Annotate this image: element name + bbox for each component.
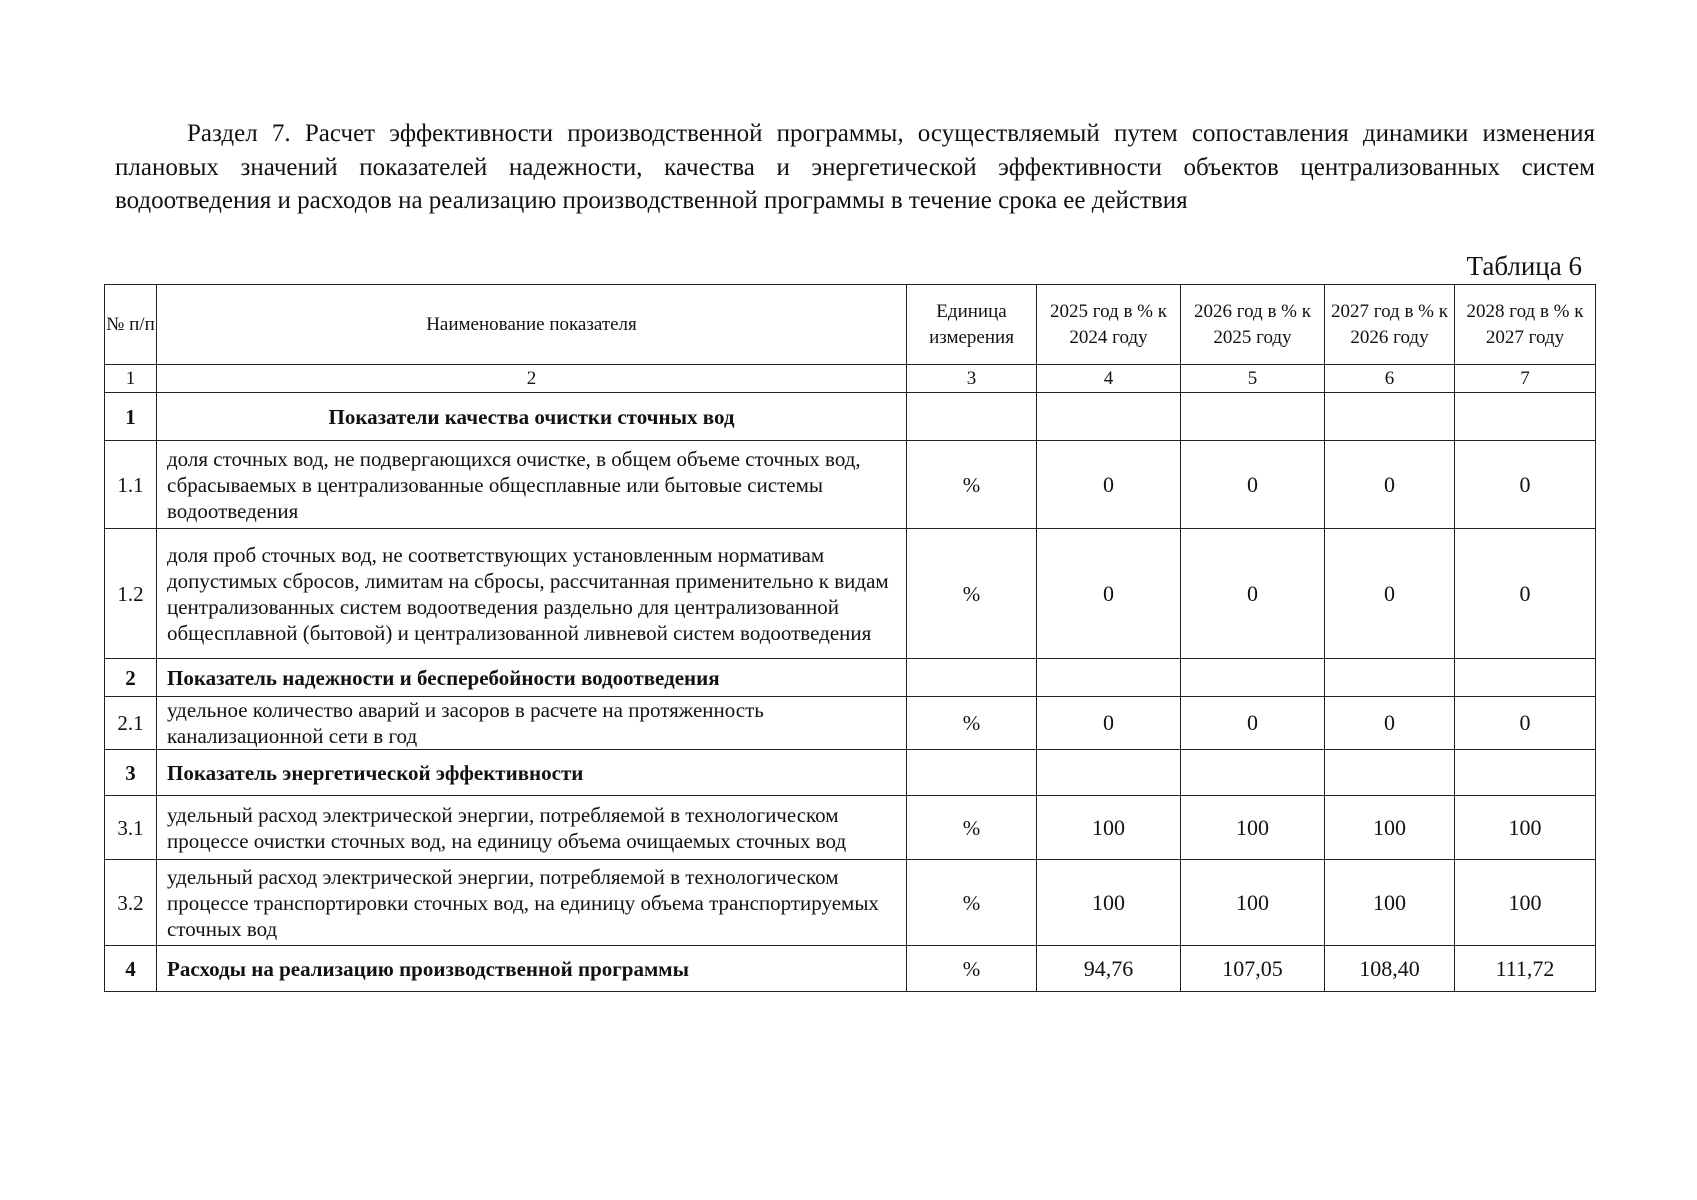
section-title: Раздел 7. Расчет эффективности производственной программы, осуществляемый путем сопоставления динамики изменения плановых значений показателей надежности, качества и энергетической эффективности объектов централизованных систем водоотведения и расходов на реализацию производственной программы в течение срока ее действия [115, 120, 1595, 214]
row-value-2028: 100 [1455, 860, 1596, 946]
row-unit: % [907, 796, 1037, 860]
table-row-section [105, 750, 1596, 796]
row-value-2027: 0 [1325, 529, 1455, 659]
row-unit: % [907, 697, 1037, 750]
header-name: Наименование показателя [157, 285, 907, 365]
row-value-2027: 100 [1325, 860, 1455, 946]
header-2028: 2028 год в % к 2027 году [1455, 285, 1596, 365]
row-value-2026: 107,05 [1181, 946, 1325, 992]
row-value-2026: 0 [1181, 441, 1325, 529]
row-value-2027: 0 [1325, 697, 1455, 750]
table-header-row [105, 285, 1596, 365]
row-name: доля проб сточных вод, не соответствующих установленным нормативам допустимых сбросов, лимитам на сбросы, рассчитанная применительно к видам централизованных систем водоотведения раздельно для централизованной общесплавной (бытовой) и централизованной ливневой систем водоотведения [157, 529, 907, 659]
table-row-section [105, 393, 1596, 441]
row-unit: % [907, 860, 1037, 946]
row-value-2026: 0 [1181, 529, 1325, 659]
row-value-2028: 111,72 [1455, 946, 1596, 992]
row-unit: % [907, 441, 1037, 529]
col-number: 6 [1325, 365, 1455, 393]
row-unit: % [907, 529, 1037, 659]
row-name: Показатель энергетической эффективности [157, 750, 907, 796]
row-value-2025: 0 [1037, 697, 1181, 750]
row-value-2027: 108,40 [1325, 946, 1455, 992]
row-value-2025: 100 [1037, 860, 1181, 946]
row-num: 2 [105, 659, 157, 697]
row-value-2028: 0 [1455, 529, 1596, 659]
table-row-total [105, 946, 1596, 992]
header-2027: 2027 год в % к 2026 году [1325, 285, 1455, 365]
row-num: 4 [105, 946, 157, 992]
table-row [105, 529, 1596, 659]
row-value-2026: 0 [1181, 697, 1325, 750]
table-row-section [105, 659, 1596, 697]
col-number: 4 [1037, 365, 1181, 393]
row-num: 2.1 [105, 697, 157, 750]
row-value-2025: 0 [1037, 529, 1181, 659]
col-number: 3 [907, 365, 1037, 393]
row-name: Показатели качества очистки сточных вод [157, 393, 907, 441]
col-number: 2 [157, 365, 907, 393]
row-name: Показатель надежности и бесперебойности водоотведения [157, 659, 907, 697]
row-num: 1.2 [105, 529, 157, 659]
row-name: Расходы на реализацию производственной программы [157, 946, 907, 992]
row-name: удельный расход электрической энергии, потребляемой в технологическом процессе очистки сточных вод, на единицу объема очищаемых сточных вод [157, 796, 907, 860]
table-row [105, 860, 1596, 946]
row-value-2025: 0 [1037, 441, 1181, 529]
row-unit: % [907, 946, 1037, 992]
efficiency-table [104, 284, 1596, 992]
row-value-2028: 100 [1455, 796, 1596, 860]
row-value-2027: 100 [1325, 796, 1455, 860]
header-2025: 2025 год в % к 2024 году [1037, 285, 1181, 365]
row-value-2025: 94,76 [1037, 946, 1181, 992]
row-value-2025: 100 [1037, 796, 1181, 860]
column-numbers-row [105, 365, 1596, 393]
header-unit: Единица измерения [907, 285, 1037, 365]
row-name: удельный расход электрической энергии, потребляемой в технологическом процессе транспортировки сточных вод, на единицу объема транспортируемых сточных вод [157, 860, 907, 946]
table-row [105, 441, 1596, 529]
header-2026: 2026 год в % к 2025 году [1181, 285, 1325, 365]
col-number: 5 [1181, 365, 1325, 393]
row-num: 3 [105, 750, 157, 796]
table-row [105, 697, 1596, 750]
header-num: № п/п [105, 285, 157, 365]
row-num: 3.1 [105, 796, 157, 860]
col-number: 1 [105, 365, 157, 393]
row-num: 1.1 [105, 441, 157, 529]
table-caption: Таблица 6 [1466, 251, 1582, 281]
row-value-2027: 0 [1325, 441, 1455, 529]
row-name: доля сточных вод, не подвергающихся очистке, в общем объеме сточных вод, сбрасываемых в централизованные общесплавные или бытовые системы водоотведения [157, 441, 907, 529]
row-name: удельное количество аварий и засоров в расчете на протяженность канализационной сети в год [157, 697, 907, 750]
row-value-2026: 100 [1181, 796, 1325, 860]
table-row [105, 796, 1596, 860]
row-value-2028: 0 [1455, 441, 1596, 529]
row-value-2028: 0 [1455, 697, 1596, 750]
row-value-2026: 100 [1181, 860, 1325, 946]
row-num: 3.2 [105, 860, 157, 946]
col-number: 7 [1455, 365, 1596, 393]
row-num: 1 [105, 393, 157, 441]
